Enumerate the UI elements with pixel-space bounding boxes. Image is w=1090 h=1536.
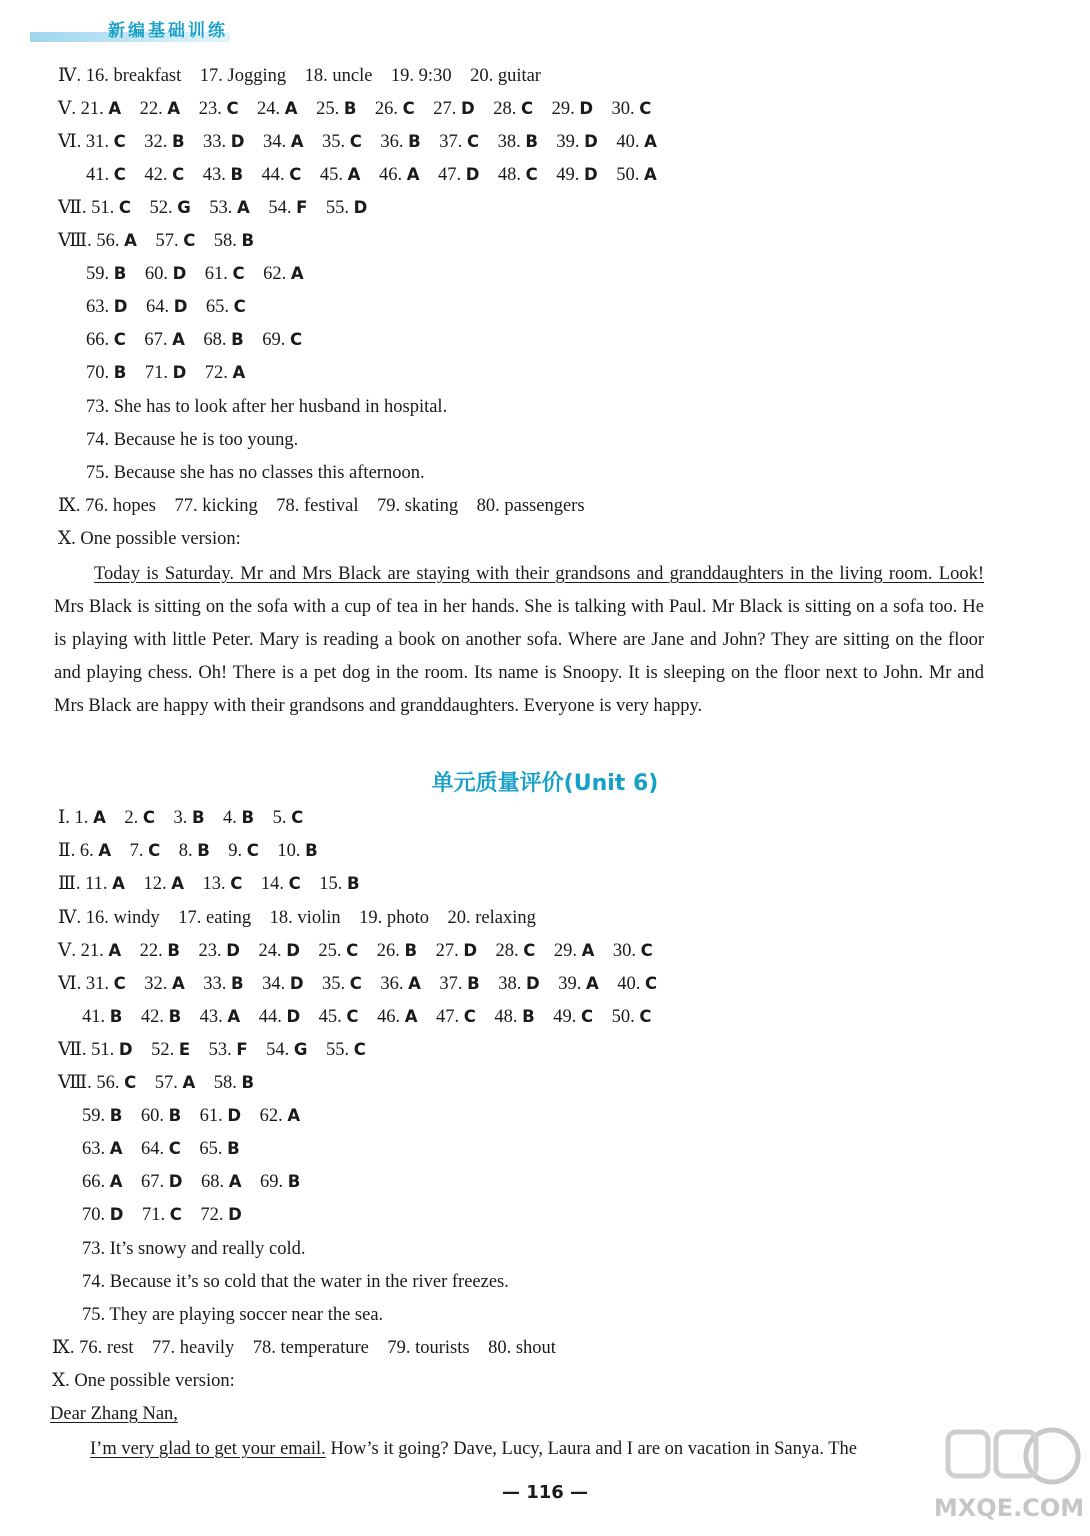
answer-letter: B [168, 1106, 182, 1125]
question-number: 62. [244, 264, 291, 284]
essay-underlined-text: Today is Saturday. Mr and Mrs Black are staying with their grandsons and granddaughters in the living room. Look! [94, 564, 984, 584]
question-number: 59. [86, 264, 114, 284]
answer-line-vi-a [58, 131, 657, 153]
unit6-line-ix: Ⅸ. 76. rest 77. heavily 78. temperature 79. tourists 80. shout [52, 1338, 556, 1358]
answer-letter: C [113, 330, 126, 349]
answer-letter: D [227, 1106, 242, 1125]
answer-letter: B [231, 974, 244, 993]
question-number: 22. [121, 99, 168, 119]
answer-letter: A [290, 264, 304, 283]
question-number: 41. [86, 165, 114, 185]
question-number: 9. [209, 841, 247, 861]
question-number: 28. [477, 941, 524, 961]
question-number: 37. [420, 132, 467, 152]
question-number: 36. [361, 132, 409, 152]
answer-letter: A [237, 198, 250, 217]
question-number: 4. [204, 808, 242, 828]
answer-letter: F [236, 1040, 248, 1059]
unit6-answer-75: 75. They are playing soccer near the sea. [82, 1305, 384, 1325]
answer-letter: C [246, 841, 259, 860]
question-number: 71. [123, 1205, 170, 1225]
answer-letter: A [644, 132, 657, 151]
question-number: 58. [195, 1073, 242, 1093]
question-number: Ⅶ. 51. [58, 198, 119, 218]
question-number: 8. [160, 841, 198, 861]
question-number: Ⅲ. 11. [58, 874, 113, 894]
question-number: 72. [186, 363, 233, 383]
answer-letter: D [172, 264, 187, 283]
question-number: 47. [417, 1007, 464, 1027]
answer-letter: A [232, 363, 246, 382]
answer-letter: D [228, 1205, 242, 1224]
answer-letter: B [522, 1007, 535, 1026]
answer-letter: C [644, 974, 658, 993]
question-number: 42. [122, 1007, 169, 1027]
question-number: 14. [242, 874, 289, 894]
unit6-line-iv: Ⅳ. 16. windy 17. eating 18. violin 19. photo 20. relaxing [58, 908, 536, 928]
answer-letter: C [288, 874, 301, 893]
question-number: 32. [125, 974, 172, 994]
question-number: 43. [181, 1007, 228, 1027]
answer-letter: A [404, 1007, 418, 1026]
question-number: 7. [111, 841, 149, 861]
question-number: 22. [121, 941, 168, 961]
page-number: — 116 — [501, 1482, 589, 1503]
question-number: 43. [184, 165, 231, 185]
question-number: 66. [86, 330, 114, 350]
answer-letter: B [168, 1007, 182, 1026]
question-number: 65. [187, 297, 234, 317]
answer-letter: A [112, 874, 125, 893]
question-number: 69. [241, 1172, 288, 1192]
question-number: 46. [360, 165, 407, 185]
answer-letter: C [289, 330, 303, 349]
answer-letter: D [289, 974, 304, 993]
answer-letter: C [353, 1040, 366, 1059]
question-number: 54. [247, 1040, 294, 1060]
question-number: 33. [184, 132, 231, 152]
answer-letter: A [408, 974, 421, 993]
question-number: 38. [479, 974, 526, 994]
answer-letter: C [346, 1007, 359, 1026]
answer-letter: A [182, 1073, 196, 1092]
answer-letter: A [227, 1007, 241, 1026]
unit6-line-vi-b [82, 1006, 651, 1028]
question-number: 35. [303, 132, 350, 152]
answer-letter: D [584, 165, 598, 184]
answer-letter: B [109, 1106, 123, 1125]
answer-letter: C [232, 264, 245, 283]
question-number: 35. [303, 974, 350, 994]
answer-letter: A [347, 165, 361, 184]
answer-letter: D [353, 198, 368, 217]
answer-letter: G [177, 198, 191, 217]
question-number: 13. [183, 874, 231, 894]
question-number: Ⅱ. 6. [58, 841, 99, 861]
answer-letter: A [284, 99, 298, 118]
answer-letter: A [171, 974, 185, 993]
question-number: Ⅴ. 21. [58, 941, 109, 961]
answer-letter: B [113, 363, 127, 382]
question-number: 62. [241, 1106, 288, 1126]
answer-73: 73. She has to look after her husband in hospital. [86, 397, 448, 417]
question-number: 66. [82, 1172, 110, 1192]
answer-letter: C [124, 1073, 137, 1092]
answer-75: 75. Because she has no classes this afternoon. [86, 463, 425, 483]
unit6-answer-74: 74. Because it’s so cold that the water in the river freezes. [82, 1272, 509, 1292]
answer-line-v [58, 98, 651, 120]
question-number: 49. [537, 165, 585, 185]
answer-letter: D [286, 1007, 301, 1026]
answer-letter: A [643, 165, 657, 184]
answer-letter: D [526, 974, 540, 993]
answer-letter: A [167, 99, 181, 118]
question-number: 68. [182, 1172, 229, 1192]
answer-line-viii-b [86, 263, 304, 285]
answer-letter: A [109, 1172, 123, 1191]
answer-line-viii-c [86, 296, 246, 318]
answer-letter: A [406, 165, 420, 184]
answer-letter: C [580, 1007, 594, 1026]
answer-letter: C [463, 1007, 476, 1026]
question-number: 12. [124, 874, 172, 894]
question-number: 50. [597, 165, 644, 185]
question-number: 53. [190, 1040, 237, 1060]
answer-letter: B [467, 974, 480, 993]
answer-letter: B [305, 841, 318, 860]
question-number: 63. [82, 1139, 110, 1159]
unit6-line-iii [58, 873, 360, 895]
question-number: 54. [249, 198, 297, 218]
unit6-line-x: Ⅹ. One possible version: [52, 1371, 235, 1391]
answer-letter: B [230, 165, 244, 184]
page-header [30, 14, 230, 44]
answer-letter: B [191, 808, 205, 827]
answer-letter: C [113, 165, 126, 184]
answer-line-vii [58, 197, 367, 219]
letter-text: How’s it going? Dave, Lucy, Laura and I are on vacation in Sanya. The [325, 1439, 858, 1459]
question-number: 42. [125, 165, 173, 185]
answer-letter: D [173, 297, 188, 316]
answer-line-ix: Ⅸ. 76. hopes 77. kicking 78. festival 79. skating 80. passengers [58, 496, 585, 516]
answer-letter: C [142, 808, 155, 827]
answer-letter: C [233, 297, 246, 316]
question-number: 26. [356, 99, 403, 119]
answer-letter: B [113, 264, 127, 283]
question-number: 46. [358, 1007, 405, 1027]
unit6-line-vii [58, 1039, 366, 1061]
question-number: 24. [239, 941, 287, 961]
answer-letter: C [148, 841, 161, 860]
answer-line-viii-d [86, 329, 302, 351]
answer-letter: E [178, 1040, 191, 1059]
unit6-line-viii-a [58, 1072, 254, 1094]
watermark-text: MXQE.COM [934, 1494, 1084, 1522]
question-number: 45. [301, 165, 348, 185]
answer-letter: B [241, 1073, 255, 1092]
question-number: 34. [244, 132, 291, 152]
unit6-line-vi-a [58, 973, 657, 995]
answer-letter: C [349, 132, 362, 151]
watermark-logo-icon [934, 1420, 1084, 1530]
question-number: 67. [125, 330, 173, 350]
answer-letter: C [118, 198, 131, 217]
answer-letter: B [408, 132, 421, 151]
question-number: 40. [598, 974, 645, 994]
answer-letter: A [585, 974, 599, 993]
letter-underlined-text: I’m very glad to get your email. [90, 1439, 326, 1459]
question-number: 57. [136, 231, 184, 251]
answer-letter: C [172, 165, 185, 184]
question-number: 3. [154, 808, 192, 828]
answer-letter: C [520, 99, 534, 118]
answer-letter: C [349, 974, 362, 993]
answer-line-vi-b [86, 164, 657, 186]
answer-letter: B [171, 132, 185, 151]
unit6-line-viii-d [82, 1171, 300, 1193]
question-number: 59. [82, 1106, 110, 1126]
answer-letter: D [230, 132, 245, 151]
section-title: 单元质量评价(Unit 6) [431, 771, 659, 796]
question-number: 70. [82, 1205, 110, 1225]
essay-paragraph [54, 558, 984, 723]
question-number: 15. [300, 874, 347, 894]
question-number: 29. [533, 99, 580, 119]
question-number: 23. [180, 99, 227, 119]
answer-letter: B [231, 330, 244, 349]
question-number: 27. [417, 941, 464, 961]
question-number: 40. [597, 132, 645, 152]
answer-line-iv: Ⅳ. 16. breakfast 17. Jogging 18. uncle 19. 9:30 20. guitar [58, 66, 541, 86]
question-number: 44. [243, 165, 290, 185]
question-number: 2. [105, 808, 143, 828]
answer-letter: B [167, 941, 180, 960]
answer-letter: B [287, 1172, 301, 1191]
question-number: 60. [122, 1106, 169, 1126]
answer-letter: A [109, 1139, 123, 1158]
question-number: 71. [126, 363, 173, 383]
answer-letter: A [287, 1106, 301, 1125]
answer-letter: D [579, 99, 594, 118]
question-number: Ⅶ. 51. [58, 1040, 119, 1060]
question-number: Ⅷ. 56. [58, 1073, 125, 1093]
answer-letter: A [172, 330, 185, 349]
answer-letter: B [346, 874, 360, 893]
answer-letter: D [461, 99, 475, 118]
unit6-line-i [58, 807, 303, 829]
letter-first-line [90, 1438, 857, 1460]
question-number: 25. [297, 99, 344, 119]
question-number: 44. [240, 1007, 287, 1027]
question-number: 29. [535, 941, 582, 961]
answer-letter: C [640, 941, 653, 960]
answer-letter: C [226, 99, 239, 118]
answer-letter: C [525, 165, 538, 184]
answer-letter: D [584, 132, 598, 151]
answer-letter: C [639, 1007, 652, 1026]
letter-greeting: Dear Zhang Nan, [50, 1404, 178, 1424]
question-number: 39. [539, 974, 586, 994]
answer-letter: D [118, 1040, 133, 1059]
unit6-line-viii-c [82, 1138, 240, 1160]
question-number: 39. [537, 132, 585, 152]
question-number: 41. [82, 1007, 110, 1027]
question-number: 24. [238, 99, 285, 119]
answer-letter: B [227, 1139, 240, 1158]
answer-letter: C [523, 941, 536, 960]
answer-letter: B [404, 941, 418, 960]
question-number: Ⅷ. 56. [58, 231, 125, 251]
question-number: Ⅴ. 21. [58, 99, 109, 119]
answer-letter: C [402, 99, 415, 118]
question-number: 45. [300, 1007, 347, 1027]
answer-letter: C [113, 974, 126, 993]
question-number: 49. [534, 1007, 581, 1027]
question-number: 55. [307, 198, 354, 218]
question-number: 53. [190, 198, 238, 218]
answer-letter: B [109, 1007, 123, 1026]
unit6-line-viii-e [82, 1204, 242, 1226]
question-number: 55. [307, 1040, 354, 1060]
question-number: 52. [132, 1040, 179, 1060]
question-number: 57. [136, 1073, 183, 1093]
answer-letter: D [226, 941, 240, 960]
question-number: 61. [181, 1106, 228, 1126]
question-number: 47. [419, 165, 466, 185]
answer-letter: A [228, 1172, 242, 1191]
answer-line-x: Ⅹ. One possible version: [58, 529, 241, 549]
answer-letter: C [639, 99, 652, 118]
question-number: Ⅵ. 31. [58, 974, 114, 994]
question-number: 10. [258, 841, 306, 861]
question-number: 33. [184, 974, 231, 994]
question-number: 26. [358, 941, 405, 961]
question-number: 50. [593, 1007, 640, 1027]
question-number: 72. [181, 1205, 229, 1225]
unit6-line-viii-b [82, 1105, 300, 1127]
answer-letter: B [197, 841, 210, 860]
answer-letter: G [293, 1040, 308, 1059]
answer-letter: A [290, 132, 304, 151]
question-number: 34. [243, 974, 290, 994]
question-number: 65. [180, 1139, 228, 1159]
answer-letter: A [124, 231, 137, 250]
answer-letter: C [230, 874, 243, 893]
answer-letter: C [113, 132, 126, 151]
question-number: 69. [243, 330, 290, 350]
answer-line-viii-e [86, 362, 245, 384]
answer-letter: B [525, 132, 538, 151]
answer-letter: D [109, 1205, 124, 1224]
question-number: 32. [125, 132, 172, 152]
question-number: 5. [254, 808, 292, 828]
answer-line-viii-a [58, 230, 254, 252]
essay-text: Mrs Black is sitting on the sofa with a cup of tea in her hands. She is talking with Paul. Mr Black is sitting on a sofa too. He is playing with little Peter. Mary is reading a book on another sofa. Where are Jane and John? They are sitting on the floor and playing chess. Oh! There is a pet dog in the room. Its name is Snoopy. It is sleeping on the floor next to John. Mr and Mrs Black are happy with their grandsons and granddaughters. Everyone is very happy. [54, 597, 984, 716]
answer-letter: C [291, 808, 304, 827]
question-number: 63. [86, 297, 114, 317]
unit6-line-ii [58, 840, 318, 862]
question-number: 61. [186, 264, 233, 284]
question-number: 37. [420, 974, 468, 994]
answer-letter: A [581, 941, 595, 960]
watermark-logo [934, 1420, 1084, 1530]
answer-letter: A [98, 841, 112, 860]
answer-letter: A [171, 874, 184, 893]
question-number: 38. [479, 132, 526, 152]
answer-letter: B [343, 99, 357, 118]
answer-letter: B [241, 231, 255, 250]
question-number: 27. [414, 99, 462, 119]
answer-letter: A [108, 99, 122, 118]
answer-letter: B [241, 808, 255, 827]
question-number: 48. [479, 165, 526, 185]
question-number: 48. [475, 1007, 523, 1027]
answer-letter: C [183, 231, 196, 250]
answer-letter: C [168, 1139, 181, 1158]
question-number: 52. [130, 198, 178, 218]
question-number: 23. [179, 941, 227, 961]
question-number: 67. [122, 1172, 169, 1192]
question-number: 25. [299, 941, 347, 961]
answer-letter: D [465, 165, 480, 184]
answer-letter: F [296, 198, 308, 217]
question-number: 30. [593, 99, 640, 119]
question-number: 70. [86, 363, 114, 383]
answer-letter: A [108, 941, 122, 960]
unit6-line-v [58, 940, 653, 962]
unit6-answer-73: 73. It’s snowy and really cold. [82, 1239, 306, 1259]
question-number: Ⅰ. 1. [58, 808, 94, 828]
question-number: 64. [127, 297, 174, 317]
answer-letter: C [169, 1205, 182, 1224]
question-number: 36. [361, 974, 409, 994]
answer-letter: C [289, 165, 302, 184]
answer-letter: C [466, 132, 480, 151]
answer-letter: D [463, 941, 478, 960]
answer-letter: C [346, 941, 359, 960]
question-number: 28. [474, 99, 521, 119]
answer-letter: D [172, 363, 187, 382]
answer-letter: A [93, 808, 106, 827]
question-number: 30. [594, 941, 641, 961]
question-number: Ⅵ. 31. [58, 132, 114, 152]
answer-letter: D [286, 941, 300, 960]
question-number: 60. [126, 264, 173, 284]
answer-letter: D [113, 297, 128, 316]
answer-74: 74. Because he is too young. [86, 430, 299, 450]
header-title: 新编基础训练 [108, 21, 228, 41]
question-number: 64. [122, 1139, 169, 1159]
question-number: 68. [184, 330, 232, 350]
answer-letter: D [168, 1172, 183, 1191]
question-number: 58. [195, 231, 242, 251]
